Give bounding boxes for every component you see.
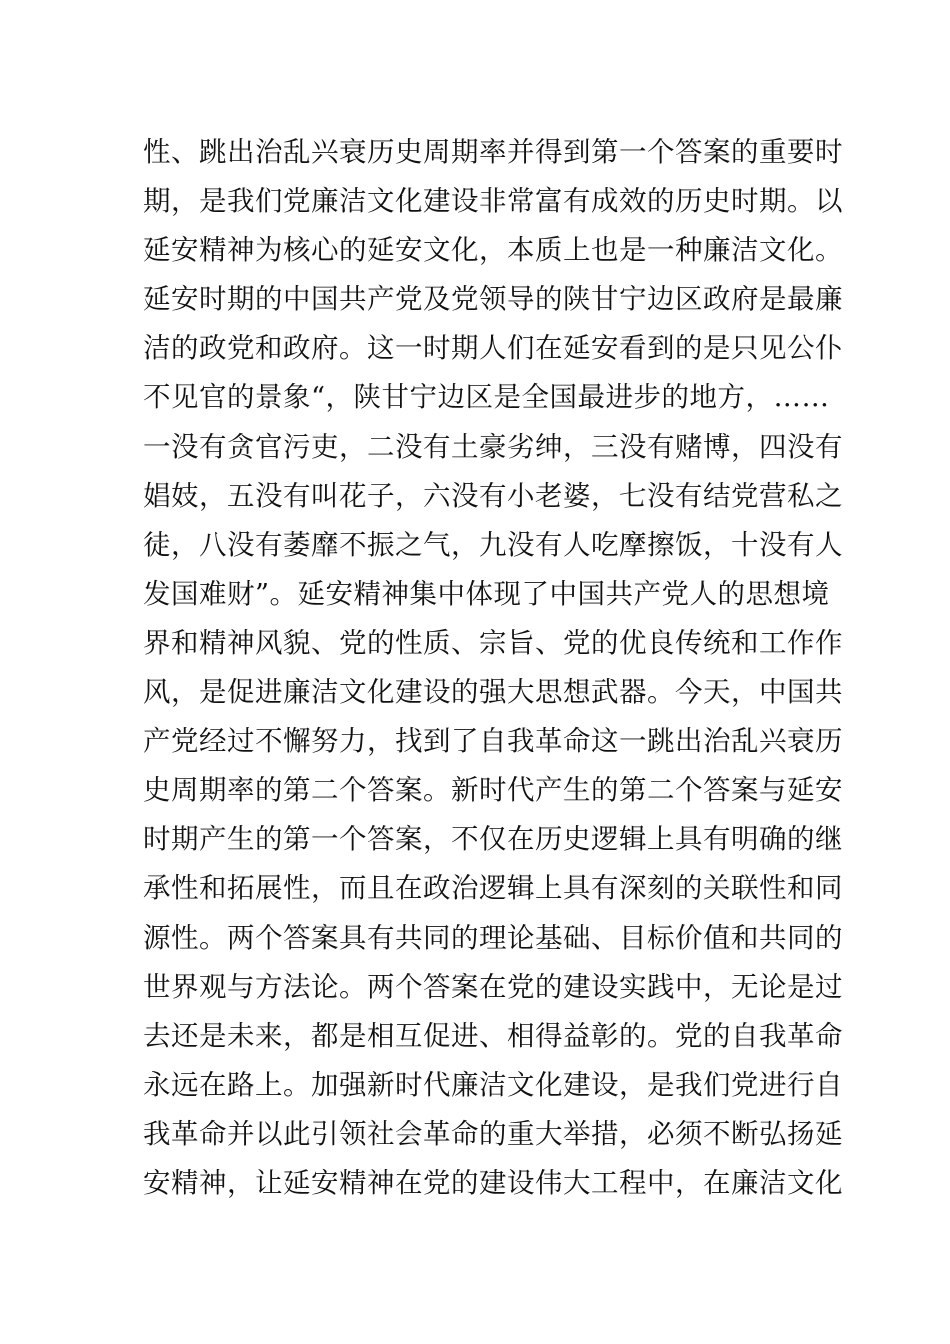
- text-line: 延安时期的中国共产党及党领导的陕甘宁边区政府是最廉: [143, 283, 843, 316]
- text-line: 娼妓，五没有叫花子，六没有小老婆，七没有结党营私之: [143, 479, 843, 512]
- text-line: 期，是我们党廉洁文化建设非常富有成效的历史时期。以: [143, 185, 843, 218]
- text-line: 洁的政党和政府。这一时期人们在延安看到的是只见公仆: [143, 332, 843, 365]
- text-line: 去还是未来，都是相互促进、相得益彰的。党的自我革命: [143, 1019, 843, 1052]
- text-line: 产党经过不懈努力，找到了自我革命这一跳出治乱兴衰历: [143, 725, 843, 758]
- text-line: 时期产生的第一个答案，不仅在历史逻辑上具有明确的继: [143, 823, 843, 856]
- text-line: 一没有贪官污吏，二没有土豪劣绅，三没有赌博，四没有: [143, 430, 843, 463]
- text-line: 承性和拓展性，而且在政治逻辑上具有深刻的关联性和同: [143, 872, 843, 905]
- text-line: 徒，八没有萎靡不振之气，九没有人吃摩擦饭，十没有人: [143, 528, 843, 561]
- text-line: 我革命并以此引领社会革命的重大举措，必须不断弘扬延: [143, 1117, 843, 1150]
- text-line: 风，是促进廉洁文化建设的强大思想武器。今天，中国共: [143, 676, 843, 709]
- text-line: 世界观与方法论。两个答案在党的建设实践中，无论是过: [143, 970, 843, 1003]
- text-line: 界和精神风貌、党的性质、宗旨、党的优良传统和工作作: [143, 626, 843, 659]
- text-line: 安精神，让延安精神在党的建设伟大工程中，在廉洁文化: [143, 1166, 843, 1199]
- text-line: 不见官的景象“，陕甘宁边区是全国最进步的地方，……: [143, 381, 830, 414]
- text-line: 源性。两个答案具有共同的理论基础、目标价值和共同的: [143, 921, 843, 954]
- body-paragraph: [143, 128, 843, 1208]
- text-line: 史周期率的第二个答案。新时代产生的第二个答案与延安: [143, 774, 843, 807]
- text-line: 延安精神为核心的延安文化，本质上也是一种廉洁文化。: [143, 234, 843, 267]
- text-line: 发国难财”。延安精神集中体现了中国共产党人的思想境: [143, 577, 830, 610]
- text-line: 永远在路上。加强新时代廉洁文化建设，是我们党进行自: [143, 1068, 843, 1101]
- text-line: 性、跳出治乱兴衰历史周期率并得到第一个答案的重要时: [143, 136, 843, 168]
